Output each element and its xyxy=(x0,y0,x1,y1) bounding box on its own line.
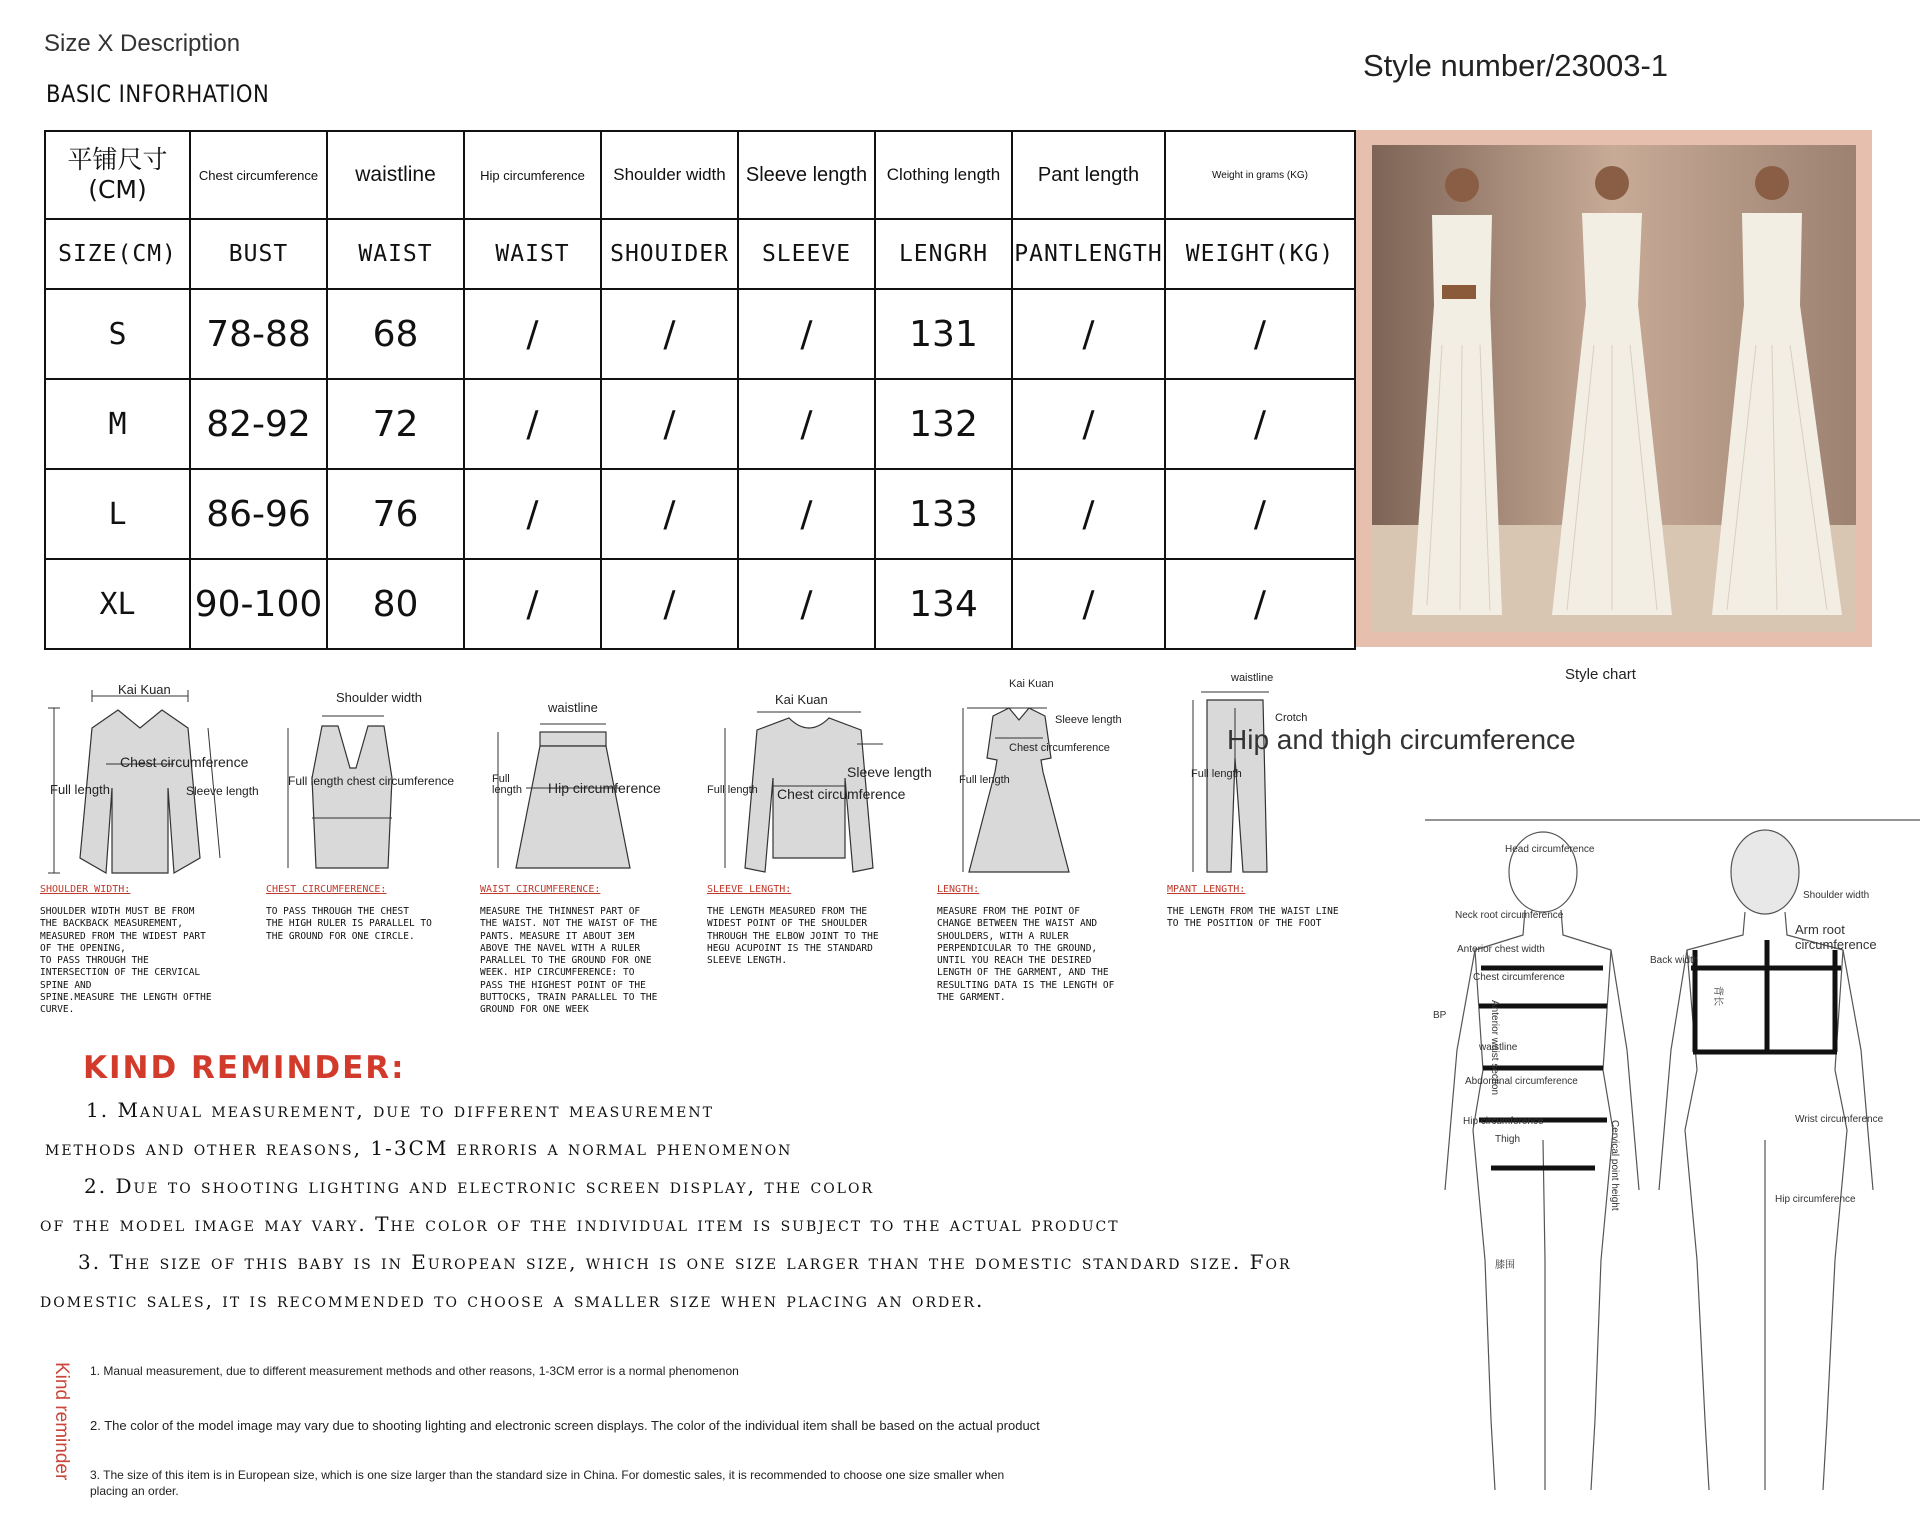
diagram-top xyxy=(266,668,466,1038)
desc-title: MPANT LENGTH: xyxy=(1167,884,1246,895)
reminder-line-3: 2. Due to shooting lighting and electronic screen display, the color xyxy=(84,1174,874,1198)
code-waist: WAIST xyxy=(327,219,464,289)
label-bp: BP xyxy=(1433,1010,1447,1021)
cell-bust: 78-88 xyxy=(190,289,327,379)
cell-bust: 82-92 xyxy=(190,379,327,469)
code-shoulder: SHOUIDER xyxy=(601,219,738,289)
header-cn-line2: (CM) xyxy=(88,175,147,204)
kind-reminder-vertical-text: Kind reminder xyxy=(51,1362,72,1481)
cell-weight: / xyxy=(1165,469,1355,559)
label-kai-kuan: Kai Kuan xyxy=(118,682,171,697)
cell-waist: 72 xyxy=(327,379,464,469)
reminder-line-5: 3. The size of this baby is in European size, which is one size larger than the domestic standard size. For xyxy=(78,1250,1292,1274)
header-sleeve: Sleeve length xyxy=(738,131,875,219)
desc-text: SHOULDER WIDTH MUST BE FROM THE BACKBACK MEASUREMENT, MEASURED FROM THE WIDEST PART OF THE OPENING, TO PASS THROUGH THE INTERSECTION OF THE CERVICAL SPINE AND SPINE.MEASURE THE LENGTH OFTHE CURVE. xyxy=(40,906,212,1016)
table-header-row-en xyxy=(45,131,1355,219)
header-cn-line1: 平铺尺寸 xyxy=(67,145,168,174)
label-kai-kuan: Kai Kuan xyxy=(1009,678,1054,690)
header-cn xyxy=(45,131,190,219)
cell-bust: 86-96 xyxy=(190,469,327,559)
label-full-length: Full length xyxy=(492,773,522,796)
header-clothing: Clothing length xyxy=(875,131,1012,219)
header-weight: Weight in grams (KG) xyxy=(1165,131,1355,219)
label-hip: Hip circumference xyxy=(1463,1116,1544,1127)
table-row xyxy=(45,559,1355,649)
label-shoulder: Shoulder width xyxy=(1803,890,1870,901)
desc-text: MEASURE FROM THE POINT OF CHANGE BETWEEN THE WAIST AND SHOULDERS, WITH A RULER PERPENDICULAR TO THE GROUND, UNTIL YOU REACH THE DESIRED LENGTH OF THE GARMENT, AND THE RESULTING DATA IS THE LENGTH OF THE GARMENT. xyxy=(937,906,1115,1004)
cell-sleeve: / xyxy=(738,289,875,379)
label-anterior: Anterior chest width xyxy=(1457,944,1545,955)
code-bust: BUST xyxy=(190,219,327,289)
cell-bust: 90-100 xyxy=(190,559,327,649)
cell-waist: 80 xyxy=(327,559,464,649)
kind-reminder-vertical xyxy=(42,1362,82,1492)
label-sleeve: Sleeve length xyxy=(847,764,932,780)
label-back: Back width xyxy=(1650,955,1699,966)
desc-text: THE LENGTH FROM THE WAIST LINE TO THE POSITION OF THE FOOT xyxy=(1167,906,1339,930)
label-shoulder-width: Shoulder width xyxy=(336,690,422,705)
size-table xyxy=(44,130,1356,650)
label-full-length: Full length xyxy=(707,784,758,796)
diagram-dress xyxy=(937,668,1137,1038)
body-measurement-chart xyxy=(1395,800,1920,1505)
label-sleeve: Sleeve length xyxy=(1055,714,1122,726)
label-sleeve: Sleeve length xyxy=(186,784,259,798)
small-reminder-4: placing an order. xyxy=(90,1484,179,1498)
style-number: Style number/23003-1 xyxy=(1363,48,1669,83)
reminder-line-6: domestic sales, it is recommended to choose a smaller size when placing an order. xyxy=(40,1288,985,1312)
cell-size: L xyxy=(45,469,190,559)
header-chest: Chest circumference xyxy=(190,131,327,219)
cell-shoulder: / xyxy=(601,469,738,559)
cell-size: XL xyxy=(45,559,190,649)
desc-text: THE LENGTH MEASURED FROM THE WIDEST POINT OF THE SHOULDER THROUGH THE ELBOW JOINT TO THE HEGU ACUPOINT IS THE STANDARD SLEEVE LENGTH. xyxy=(707,906,879,967)
label-waist: waistline xyxy=(1479,1042,1518,1053)
table-row xyxy=(45,289,1355,379)
label-waistline: waistline xyxy=(548,700,598,715)
reminder-line-2: methods and other reasons, 1-3CM erroris a normal phenomenon xyxy=(45,1136,793,1160)
label-full-length: Full length xyxy=(50,782,110,797)
label-abdominal: Abdominal circumference xyxy=(1465,1076,1578,1087)
label-chest: Chest circumference xyxy=(120,754,249,770)
diagram-skirt xyxy=(480,668,695,1038)
cell-hip: / xyxy=(464,289,601,379)
label-back-length: 背长 xyxy=(1712,986,1723,1006)
cell-sleeve: / xyxy=(738,469,875,559)
code-weight: WEIGHT(KG) xyxy=(1165,219,1355,289)
cell-pant: / xyxy=(1012,469,1165,559)
diagram-sweater xyxy=(707,668,937,1038)
desc-title: SLEEVE LENGTH: xyxy=(707,884,792,895)
table-row xyxy=(45,379,1355,469)
hip-thigh-label: Hip and thigh circumference xyxy=(1227,724,1576,755)
header-shoulder: Shoulder width xyxy=(601,131,738,219)
label-hip: Hip circumference xyxy=(548,780,661,796)
desc-title: CHEST CIRCUMFERENCE: xyxy=(266,884,387,895)
cell-length: 133 xyxy=(875,469,1012,559)
desc-title: WAIST CIRCUMFERENCE: xyxy=(480,884,601,895)
cell-waist: 68 xyxy=(327,289,464,379)
cell-hip: / xyxy=(464,469,601,559)
reminder-line-1: 1. Manual measurement, due to different measurement xyxy=(86,1098,714,1122)
cell-length: 131 xyxy=(875,289,1012,379)
code-sleeve: SLEEVE xyxy=(738,219,875,289)
style-chart-label: Style chart xyxy=(1565,666,1636,683)
cell-weight: / xyxy=(1165,289,1355,379)
cell-sleeve: / xyxy=(738,559,875,649)
label-knee: 膝围 xyxy=(1495,1260,1515,1271)
cell-pant: / xyxy=(1012,559,1165,649)
cell-hip: / xyxy=(464,379,601,469)
cell-size: S xyxy=(45,289,190,379)
diagram-jacket xyxy=(40,668,259,1038)
header-pant: Pant length xyxy=(1012,131,1165,219)
label-anterior-waist: Anterior waist section xyxy=(1489,1000,1500,1096)
label-chest: Chest circumference xyxy=(1473,972,1565,983)
header-waistline: waistline xyxy=(327,131,464,219)
label-neck: Neck root circumference xyxy=(1455,910,1564,921)
label-hip-right: Hip circumference xyxy=(1775,1194,1856,1205)
desc-title: LENGTH: xyxy=(937,884,980,895)
label-full-chest: Full length chest circumference xyxy=(288,774,455,788)
desc-text: MEASURE THE THINNEST PART OF THE WAIST. NOT THE WAIST OF THE PANTS. MEASURE IT ABOUT 3EM ABOVE THE NAVEL WITH A RULER PARALLEL TO THE GROUND FOR ONE WEEK. HIP CIRCUMFERENCE: TO PASS THE HIGHEST POINT OF THE BUTTOCKS, TRAIN PARALLEL TO THE GROUND FOR ONE WEEK xyxy=(480,906,658,1016)
label-chest: Chest circumference xyxy=(777,786,906,802)
label-wrist: Wrist circumference xyxy=(1795,1114,1884,1125)
cell-length: 134 xyxy=(875,559,1012,649)
cell-pant: / xyxy=(1012,289,1165,379)
cell-length: 132 xyxy=(875,379,1012,469)
cell-weight: / xyxy=(1165,559,1355,649)
label-cervical: Cervical point height xyxy=(1609,1120,1620,1211)
code-hip: WAIST xyxy=(464,219,601,289)
table-header-row-code xyxy=(45,219,1355,289)
label-thigh: Thigh xyxy=(1495,1134,1521,1145)
small-reminder-1: 1. Manual measurement, due to different measurement methods and other reasons, 1-3CM error is a normal phenomenon xyxy=(90,1364,739,1378)
section-subtitle: BASIC INFORHATION xyxy=(46,80,270,108)
cell-sleeve: / xyxy=(738,379,875,469)
cell-shoulder: / xyxy=(601,559,738,649)
code-pant: PANTLENGTH xyxy=(1012,219,1165,289)
cell-pant: / xyxy=(1012,379,1165,469)
label-kai-kuan: Kai Kuan xyxy=(775,692,828,707)
cell-size: M xyxy=(45,379,190,469)
label-waistline: waistline xyxy=(1231,672,1274,684)
small-reminder-2: 2. The color of the model image may vary due to shooting lighting and electronic screen displays. The color of the individual item shall be based on the actual product xyxy=(90,1418,1040,1433)
header-hip: Hip circumference xyxy=(464,131,601,219)
label-arm-root: Arm root circumference xyxy=(1795,922,1877,952)
reminder-line-4: of the model image may vary. The color of the individual item is subject to the actual product xyxy=(40,1212,1120,1236)
model-photo xyxy=(1356,130,1872,647)
model-photo-image xyxy=(1372,145,1856,632)
jacket-icon xyxy=(40,668,240,878)
body-figure-icon xyxy=(1395,800,1920,1505)
label-chest: Chest circumference xyxy=(1009,742,1110,754)
label-head: Head circumference xyxy=(1505,844,1595,855)
cell-shoulder: / xyxy=(601,289,738,379)
code-length: LENGRH xyxy=(875,219,1012,289)
label-full-length: Full length xyxy=(959,774,1010,786)
cell-waist: 76 xyxy=(327,469,464,559)
desc-title: SHOULDER WIDTH: xyxy=(40,884,131,895)
table-row xyxy=(45,469,1355,559)
cell-weight: / xyxy=(1165,379,1355,469)
kind-reminder-title: KIND REMINDER: xyxy=(83,1050,406,1086)
page-title: Size X Description xyxy=(44,30,241,57)
cell-shoulder: / xyxy=(601,379,738,469)
code-size: SIZE(CM) xyxy=(45,219,190,289)
dress-icon xyxy=(937,668,1137,878)
cell-hip: / xyxy=(464,559,601,649)
label-full-length: Full length xyxy=(1191,768,1242,780)
small-reminder-3: 3. The size of this item is in European size, which is one size larger than the standard size in China. For domestic sales, it is recommended to choose one size smaller when xyxy=(90,1468,1005,1482)
label-crotch: Crotch xyxy=(1275,712,1308,724)
desc-text: TO PASS THROUGH THE CHEST THE HIGH RULER IS PARALLEL TO THE GROUND FOR ONE CIRCLE. xyxy=(266,906,432,942)
